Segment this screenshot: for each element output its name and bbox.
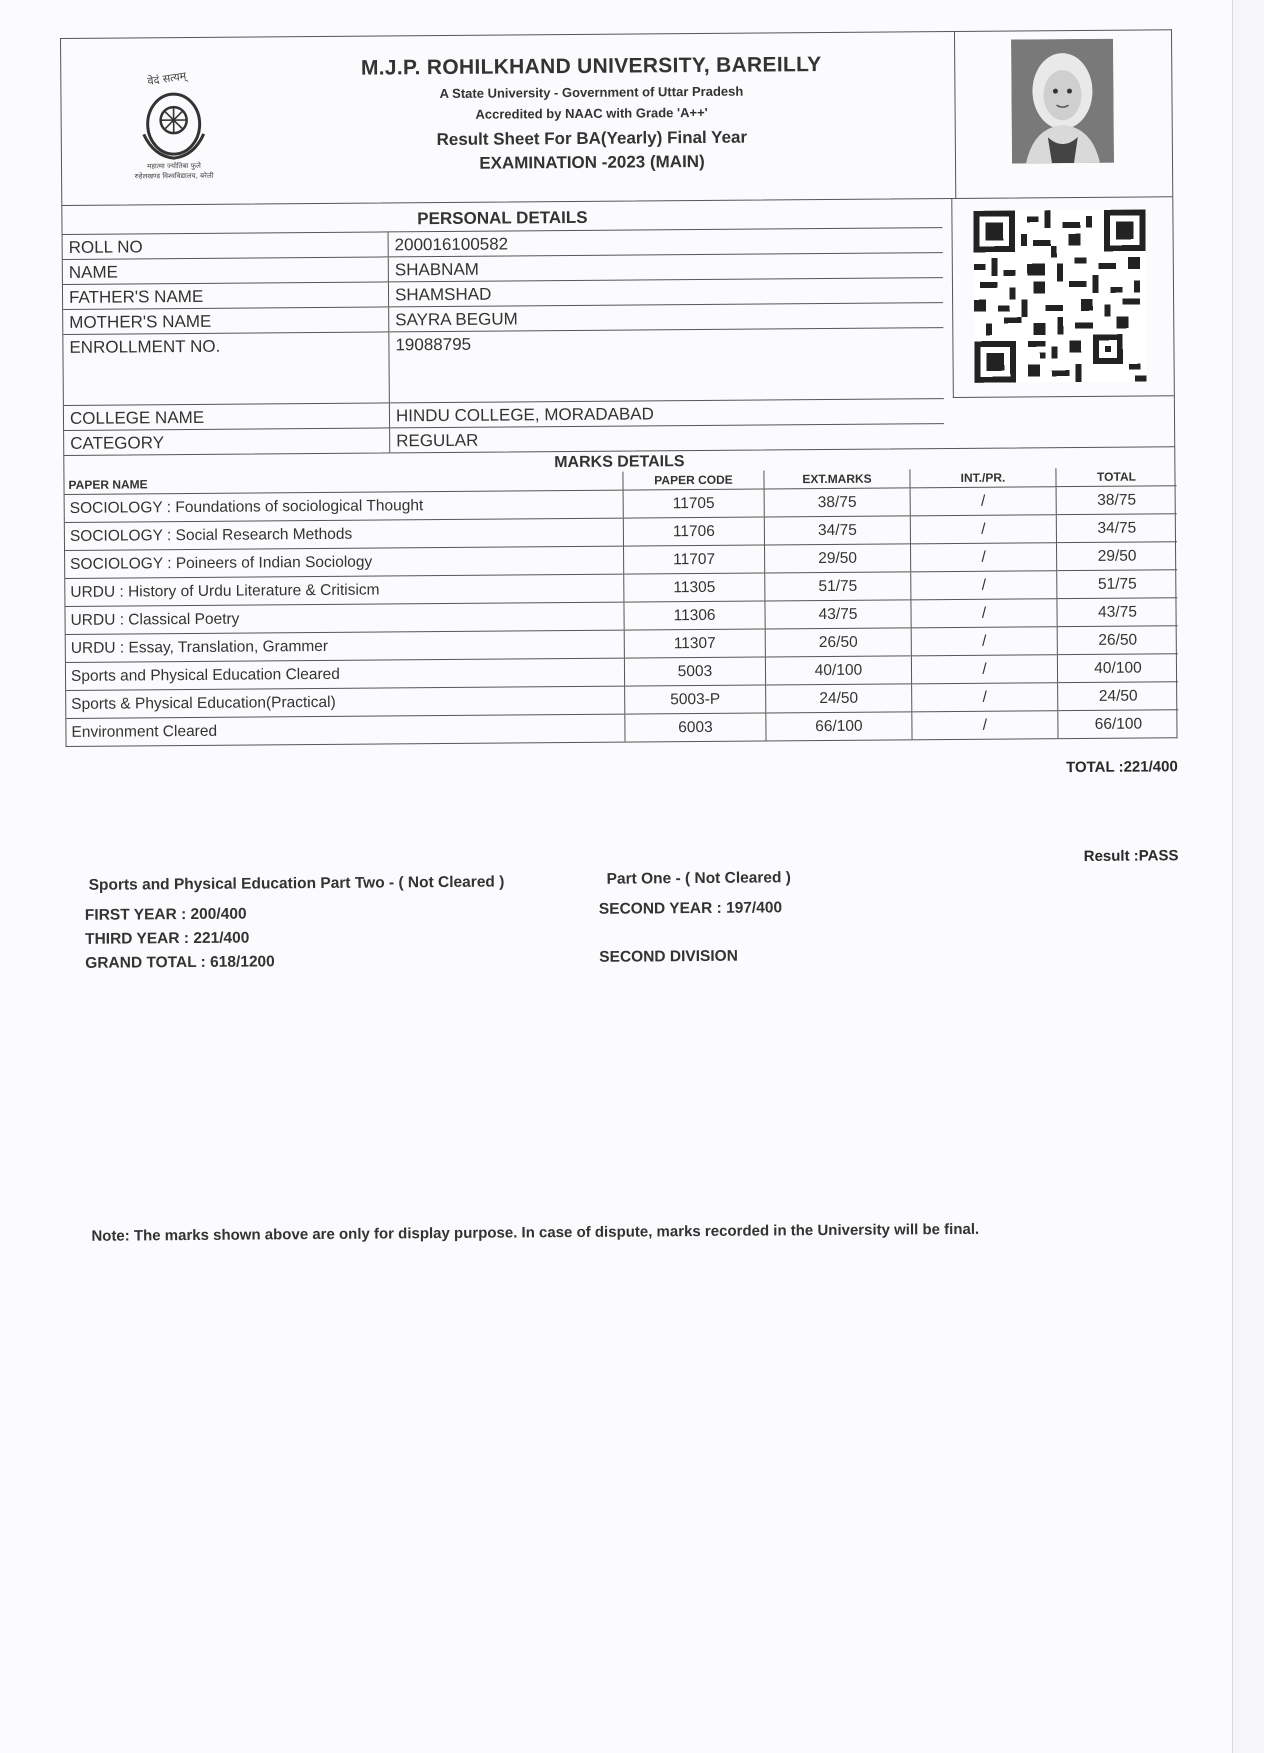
- header: [60, 29, 1173, 205]
- detail-value: SHABNAM: [388, 253, 943, 282]
- personal-details-title: PERSONAL DETAILS: [417, 207, 588, 229]
- int-pr: /: [910, 515, 1056, 544]
- university-name: M.J.P. ROHILKHAND UNIVERSITY, BAREILLY: [360, 53, 822, 80]
- total-marks: 51/75: [1057, 570, 1178, 599]
- detail-label: ENROLLMENT NO.: [63, 332, 389, 406]
- col-header-paper-name: PAPER NAME: [68, 477, 148, 492]
- total-marks: 40/100: [1057, 654, 1178, 683]
- personal-details-table: [63, 227, 945, 455]
- photo-box: [954, 30, 1172, 198]
- detail-value: HINDU COLLEGE, MORADABAD: [389, 399, 944, 428]
- col-header-paper-code: PAPER CODE: [623, 470, 764, 490]
- total-marks: 26/50: [1057, 626, 1178, 655]
- marks-details-title: MARKS DETAILS: [554, 453, 685, 472]
- paper-code: 11306: [624, 601, 765, 630]
- ext-marks: 24/50: [766, 684, 912, 713]
- detail-row-enrollment: [63, 328, 944, 406]
- student-photo: [1011, 39, 1114, 164]
- third-year-marks: THIRD YEAR : 221/400: [85, 929, 250, 948]
- detail-label: COLLEGE NAME: [64, 403, 390, 431]
- col-header-int-pr: INT./PR.: [910, 468, 1056, 488]
- detail-value: 19088795: [389, 328, 944, 403]
- int-pr: /: [911, 655, 1057, 684]
- detail-label: ROLL NO: [63, 232, 389, 260]
- int-pr: /: [911, 599, 1057, 628]
- part-one-status: Part One - ( Not Cleared ): [606, 869, 791, 888]
- first-year-marks: FIRST YEAR : 200/400: [84, 905, 247, 924]
- detail-value: REGULAR: [390, 424, 945, 453]
- examination-title: EXAMINATION -2023 (MAIN): [479, 151, 705, 173]
- paper-code: 6003: [625, 713, 766, 742]
- int-pr: /: [911, 627, 1057, 656]
- int-pr: /: [912, 711, 1058, 740]
- personal-details: [61, 196, 1175, 456]
- paper-code: 5003: [624, 657, 765, 686]
- ext-marks: 43/75: [765, 600, 911, 629]
- summary-block: [67, 866, 1180, 1035]
- paper-name: URDU : Classical Poetry: [65, 602, 624, 634]
- sports-part-two-status: Sports and Physical Education Part Two - ( Not Cleared ): [88, 873, 505, 894]
- university-logo: [109, 68, 238, 181]
- paper-code: 11707: [624, 545, 765, 574]
- total-marks: 38/75: [1056, 486, 1177, 515]
- paper-code: 5003-P: [625, 685, 766, 714]
- svg-text:महात्मा ज्योतिबा फुले: महात्मा ज्योतिबा फुले: [147, 161, 201, 171]
- accreditation: Accredited by NAAC with Grade 'A++': [475, 104, 708, 122]
- university-status: A State University - Government of Uttar Pradesh: [439, 83, 744, 102]
- total-marks: 66/100: [1058, 710, 1179, 738]
- int-pr: /: [911, 571, 1057, 600]
- total-marks-summary: TOTAL :221/400: [1065, 758, 1178, 777]
- int-pr: /: [910, 543, 1056, 572]
- detail-label: NAME: [63, 257, 389, 285]
- detail-value: 200016100582: [388, 228, 943, 257]
- svg-text:वेदं सत्यम्: वेदं सत्यम्: [146, 69, 188, 88]
- paper-code: 11305: [624, 573, 765, 602]
- qr-code-icon: [970, 209, 1149, 382]
- ext-marks: 29/50: [765, 544, 911, 573]
- ext-marks: 66/100: [766, 712, 912, 741]
- total-marks: 43/75: [1057, 598, 1178, 627]
- disclaimer-note: Note: The marks shown above are only for display purpose. In case of dispute, marks recorded in the University will be final.: [91, 1220, 980, 1245]
- paper-name: URDU : History of Urdu Literature & Critisicm: [65, 574, 624, 606]
- qr-box: [951, 197, 1174, 398]
- total-marks: 34/75: [1056, 514, 1177, 543]
- grand-total: GRAND TOTAL : 618/1200: [85, 953, 275, 972]
- detail-label: CATEGORY: [64, 428, 390, 455]
- marks-table: [64, 467, 1178, 746]
- paper-name: SOCIOLOGY : Foundations of sociological Thought: [65, 490, 624, 522]
- header-titles: [291, 52, 892, 175]
- paper-code: 11307: [624, 629, 765, 658]
- marks-details: [63, 447, 1177, 747]
- document: [60, 29, 1180, 1245]
- paper-name: Sports and Physical Education Cleared: [66, 658, 625, 690]
- paper-name: Sports & Physical Education(Practical): [66, 686, 625, 718]
- ext-marks: 51/75: [765, 572, 911, 601]
- division: SECOND DIVISION: [599, 947, 738, 966]
- detail-label: MOTHER'S NAME: [63, 307, 389, 335]
- paper-code: 11706: [623, 517, 764, 546]
- paper-name: URDU : Essay, Translation, Grammer: [66, 630, 625, 662]
- col-header-ext-marks: EXT.MARKS: [764, 469, 910, 489]
- col-header-total: TOTAL: [1056, 467, 1177, 486]
- int-pr: /: [912, 683, 1058, 712]
- paper-name: SOCIOLOGY : Poineers of Indian Sociology: [65, 546, 624, 578]
- result-sheet-title: Result Sheet For BA(Yearly) Final Year: [436, 127, 748, 150]
- paper-code: 11705: [623, 489, 764, 518]
- svg-text:रुहेलखण्ड विश्वविद्यालय, बरेली: रुहेलखण्ड विश्वविद्यालय, बरेली: [134, 171, 214, 181]
- ext-marks: 26/50: [765, 628, 911, 657]
- ext-marks: 40/100: [765, 656, 911, 685]
- result-status: Result :PASS: [1083, 847, 1179, 865]
- int-pr: /: [910, 487, 1056, 516]
- detail-value: SHAMSHAD: [388, 278, 943, 307]
- second-year-marks: SECOND YEAR : 197/400: [598, 899, 783, 918]
- ext-marks: 38/75: [764, 488, 910, 517]
- total-marks: 24/50: [1058, 682, 1179, 711]
- detail-label: FATHER'S NAME: [63, 282, 389, 310]
- detail-value: SAYRA BEGUM: [389, 303, 944, 332]
- ext-marks: 34/75: [764, 516, 910, 545]
- paper-name: Environment Cleared: [66, 714, 625, 746]
- total-marks: 29/50: [1056, 542, 1177, 571]
- paper-name: SOCIOLOGY : Social Research Methods: [65, 518, 624, 550]
